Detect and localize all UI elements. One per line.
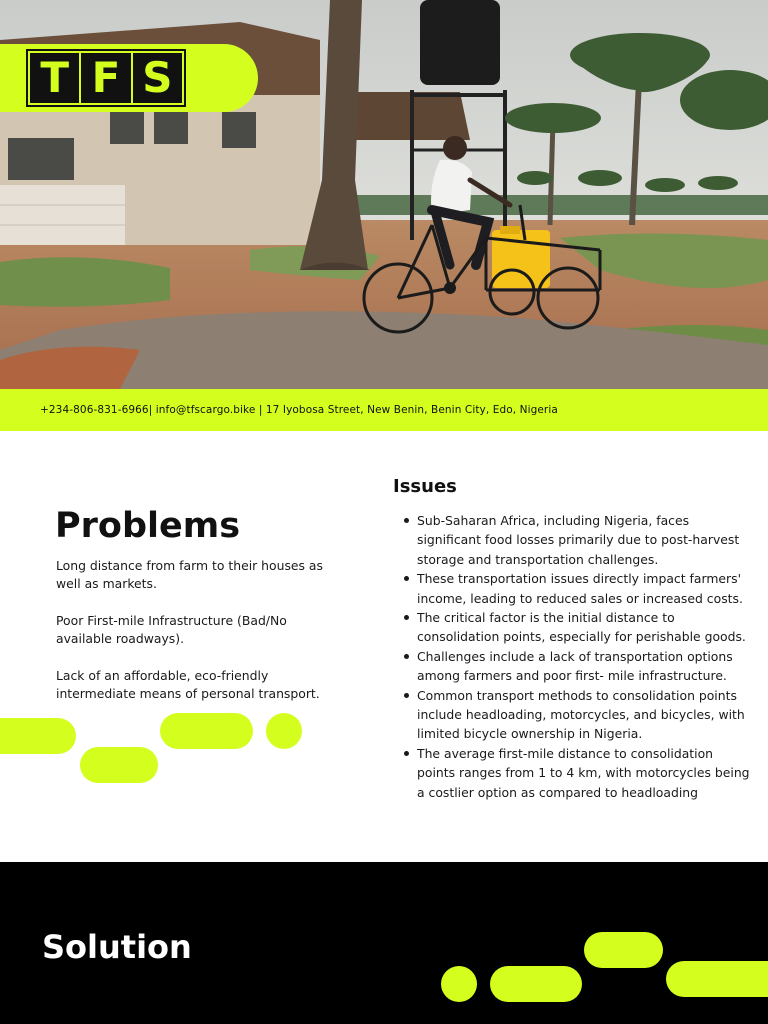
decorative-pill	[0, 718, 76, 754]
solution-section	[0, 862, 768, 1024]
logo-letter-f: F	[81, 53, 130, 103]
decorative-pill	[584, 932, 663, 968]
issue-item: The average first-mile distance to consolidation points ranges from 1 to 4 km, with motorcycles being a costlier option as compared to headloading	[403, 744, 753, 802]
hero-photo	[0, 0, 768, 389]
issues-list	[403, 511, 753, 802]
decorative-pill	[666, 961, 768, 997]
issue-item: The critical factor is the initial distance to consolidation points, especially for perishable goods.	[403, 608, 753, 647]
issue-item: Common transport methods to consolidation points include headloading, motorcycles, and bicycles, with limited bicycle ownership in Nigeria.	[403, 686, 753, 744]
problem-item: Lack of an affordable, eco-friendly intermediate means of personal transport.	[56, 668, 320, 701]
logo-letter-s: S	[133, 53, 182, 103]
decorative-pill	[160, 713, 253, 749]
logo-letter-t: T	[30, 53, 79, 103]
decorative-pill	[490, 966, 582, 1002]
decorative-pill	[441, 966, 477, 1002]
decorative-pill	[266, 713, 302, 749]
issues-heading: Issues	[393, 476, 457, 497]
issue-item: Challenges include a lack of transportation options among farmers and poor first- mile infrastructure.	[403, 647, 753, 686]
problems-heading: Problems	[55, 506, 241, 546]
problem-item: Poor First-mile Infrastructure (Bad/No available roadways).	[56, 613, 287, 646]
solution-heading: Solution	[42, 928, 192, 966]
problem-item: Long distance from farm to their houses as well as markets.	[56, 558, 323, 591]
decorative-pill	[80, 747, 158, 783]
issue-item: These transportation issues directly impact farmers' income, leading to reduced sales or increased costs.	[403, 569, 753, 608]
logo-banner	[0, 44, 258, 112]
issue-item: Sub-Saharan Africa, including Nigeria, faces significant food losses primarily due to post-harvest storage and transportation challenges.	[403, 511, 753, 569]
tfs-logo	[26, 49, 186, 107]
contact-info: +234-806-831-6966| info@tfscargo.bike | 17 Iyobosa Street, New Benin, Benin City, Edo, Nigeria	[40, 404, 558, 416]
contact-bar	[0, 389, 768, 431]
